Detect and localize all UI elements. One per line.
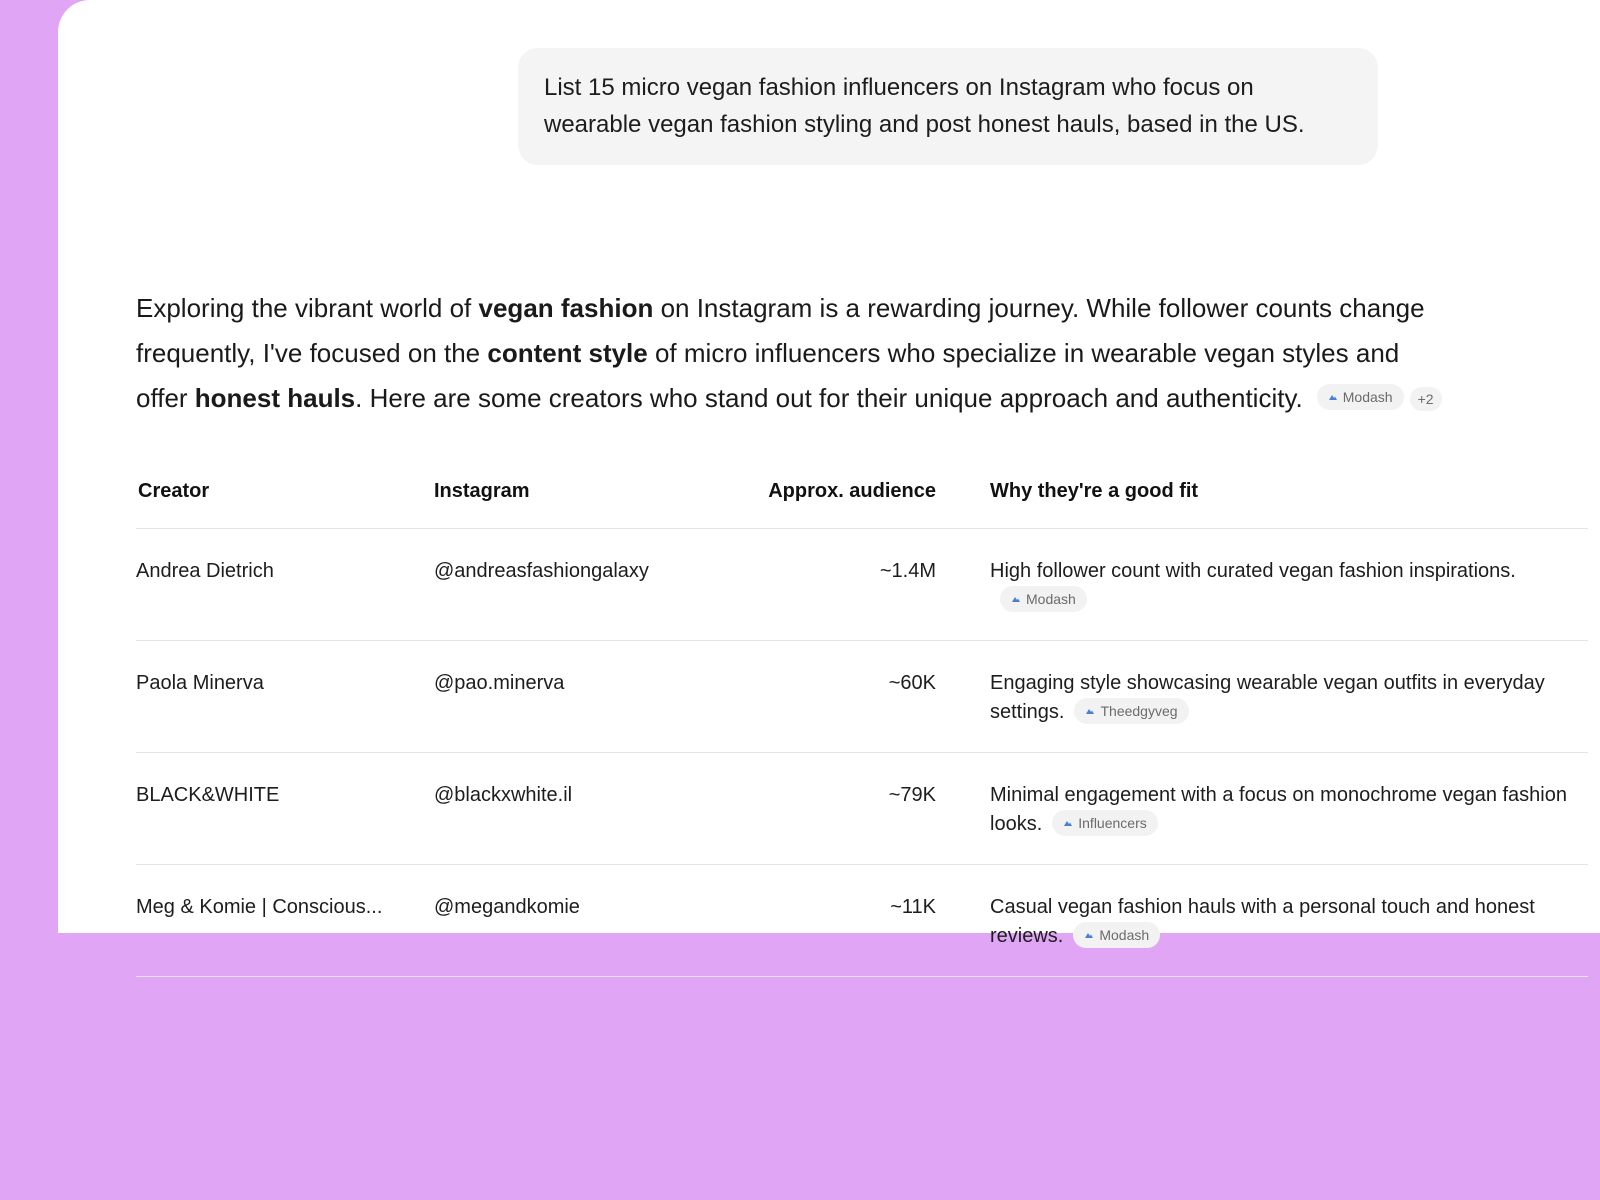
answer-text-1: Exploring the vibrant world of (136, 293, 479, 323)
creator-name: Paola Minerva (136, 641, 434, 753)
row-source-chip[interactable] (1073, 922, 1160, 948)
influencer-table-wrapper (136, 470, 1588, 977)
creator-name: Andrea Dietrich (136, 529, 434, 641)
influencer-table (136, 470, 1588, 977)
row-source-label: Modash (1099, 926, 1150, 943)
answer-bold-content-style: content style (487, 338, 648, 368)
fit-text: Minimal engagement with a focus on monochrome vegan fashion looks. (990, 784, 1567, 835)
row-source-label: Modash (1026, 590, 1076, 607)
row-source-label: Influencers (1078, 814, 1147, 831)
creator-name: BLACK&WHITE (136, 753, 434, 865)
header-audience: Approx. audience (756, 470, 936, 529)
source-favicon-icon (1064, 819, 1072, 827)
audience-size: ~79K (756, 753, 936, 865)
fit-text: High follower count with curated vegan fashion inspirations. (990, 560, 1516, 582)
instagram-handle: @andreasfashiongalaxy (434, 529, 756, 641)
source-favicon-icon (1329, 393, 1337, 401)
audience-size: ~1.4M (756, 529, 936, 641)
user-message-bubble (518, 48, 1378, 165)
fit-description (936, 865, 1588, 977)
table-row (136, 641, 1588, 753)
chat-panel (58, 0, 1600, 947)
assistant-answer (136, 286, 1456, 421)
instagram-handle: @megandkomie (434, 865, 756, 977)
row-source-label: Theedgyveg (1100, 702, 1178, 719)
table-row (136, 865, 1588, 977)
user-message-text: List 15 micro vegan fashion influencers on Instagram who focus on wearable vegan fashion styling and post honest hauls, based in the US. (544, 74, 1305, 138)
more-sources-chip[interactable]: +2 (1410, 387, 1442, 411)
fit-text: Casual vegan fashion hauls with a personal touch and honest reviews. (990, 896, 1535, 947)
source-favicon-icon (1012, 595, 1020, 603)
source-favicon-icon (1086, 707, 1094, 715)
row-source-chip[interactable] (1000, 586, 1087, 612)
fit-description (936, 753, 1588, 865)
fit-text: Engaging style showcasing wearable vegan outfits in everyday settings. (990, 672, 1545, 723)
answer-text-4: . Here are some creators who stand out for their unique approach and authenticity. (355, 383, 1303, 413)
table-row (136, 529, 1588, 641)
fit-description (936, 641, 1588, 753)
answer-bold-vegan-fashion: vegan fashion (478, 293, 654, 323)
creator-name: Meg & Komie | Conscious... (136, 865, 434, 977)
audience-size: ~11K (756, 865, 936, 977)
header-instagram: Instagram (434, 470, 756, 529)
answer-text-3: of micro influencers who specialize in wearable vegan styles and offer (136, 338, 1400, 413)
answer-text-2: on Instagram is a rewarding journey. While follower counts change frequently, I've focused on the (136, 293, 1425, 368)
row-source-chip[interactable] (1052, 810, 1157, 836)
header-fit: Why they're a good fit (936, 470, 1588, 529)
audience-size: ~60K (756, 641, 936, 753)
fit-description (936, 529, 1588, 641)
table-row (136, 753, 1588, 865)
answer-bold-honest-hauls: honest hauls (194, 383, 356, 413)
source-chip-modash[interactable] (1317, 384, 1404, 410)
table-header-row (136, 470, 1588, 529)
row-source-chip[interactable] (1074, 698, 1188, 724)
instagram-handle: @blackxwhite.il (434, 753, 756, 865)
source-favicon-icon (1085, 931, 1093, 939)
header-creator: Creator (136, 470, 434, 529)
instagram-handle: @pao.minerva (434, 641, 756, 753)
source-chip-label: Modash (1342, 389, 1393, 406)
